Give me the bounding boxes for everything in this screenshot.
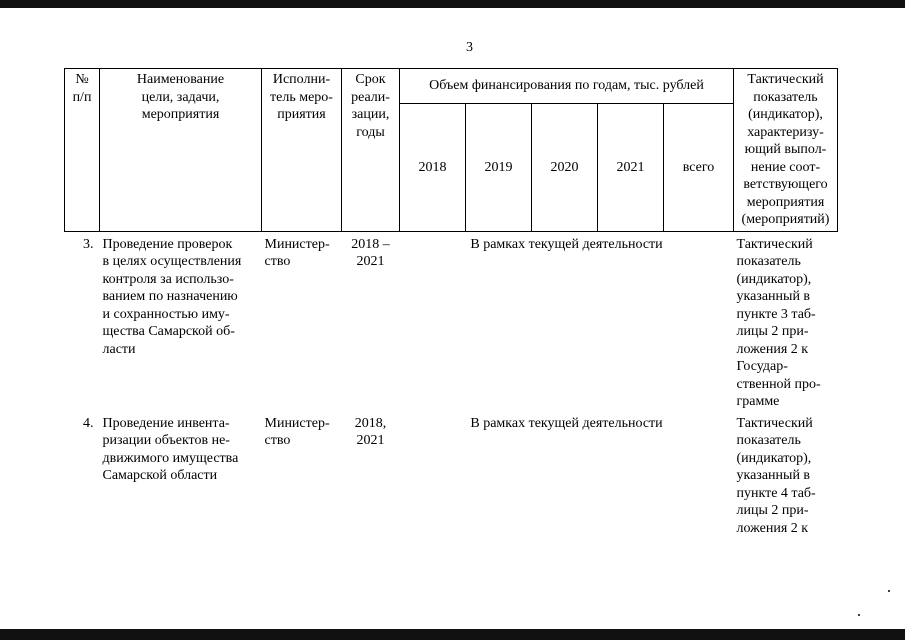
row-name: Проведение инвента- ризации объектов не- движимого имущества Самарской области <box>102 415 239 483</box>
table-row <box>65 231 838 411</box>
row-executor: Министер- ство <box>264 236 330 269</box>
row-indicator: Тактический показатель (индикатор), указанный в пункте 3 таб- лицы 2 при- ложения 2 к Государ- ственной про- грамме <box>736 236 821 409</box>
scan-speck <box>888 590 890 592</box>
row-term: 2018, 2021 <box>354 415 387 448</box>
header-year-2021: 2021 <box>598 104 664 232</box>
page-number: 3 <box>466 40 473 55</box>
scan-border-top <box>0 0 905 8</box>
row-num: 3. <box>83 236 94 252</box>
header-name: Наименование цели, задачи, мероприятия <box>100 69 262 232</box>
row-financing: В рамках текущей деятельности <box>470 415 663 431</box>
header-indicator: Тактический показатель (индикатор), характеризу- ющий выпол- нение соот- ветствующего мероприятия (мероприятий) <box>734 69 838 232</box>
header-num: № п/п <box>65 69 100 232</box>
scan-speck <box>858 614 860 616</box>
header-year-2018: 2018 <box>400 104 466 232</box>
program-table <box>64 68 838 555</box>
row-term: 2018 – 2021 <box>351 236 390 269</box>
row-num: 4. <box>83 415 94 431</box>
row-indicator: Тактический показатель (индикатор), указанный в пункте 4 таб- лицы 2 при- ложения 2 к <box>736 415 816 536</box>
header-year-2020: 2020 <box>532 104 598 232</box>
row-financing: В рамках текущей деятельности <box>470 236 663 252</box>
header-term: Срок реали- зации, годы <box>342 69 400 232</box>
header-total: всего <box>664 104 734 232</box>
row-name: Проведение проверок в целях осуществления контроля за использо- ванием по назначению и сохранностью иму- щества Самарской об- ласти <box>102 236 242 357</box>
header-year-2019: 2019 <box>466 104 532 232</box>
table-header <box>65 69 838 232</box>
scan-border-bottom <box>0 629 905 640</box>
header-financing: Объем финансирования по годам, тыс. рублей <box>400 69 734 104</box>
header-executor: Исполни- тель меро- приятия <box>262 69 342 232</box>
row-executor: Министер- ство <box>264 415 330 448</box>
table-row <box>65 411 838 555</box>
